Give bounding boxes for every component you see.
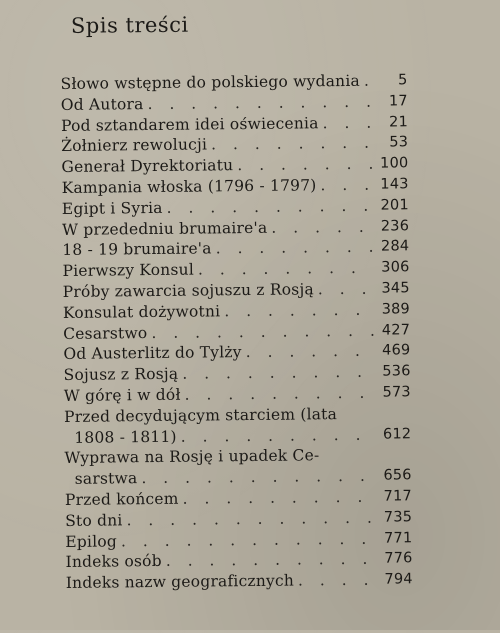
dot-leader (246, 341, 375, 363)
toc-page-number: 53 (389, 134, 409, 151)
toc-page-number: 573 (382, 384, 411, 401)
toc-page-number: 284 (380, 238, 410, 255)
dot-leader (151, 320, 374, 343)
toc-page-number: 143 (380, 176, 409, 193)
toc-page-number: 5 (398, 72, 408, 89)
dot-leader (211, 133, 372, 155)
toc-page-number: 656 (383, 467, 412, 484)
dot-leader (298, 570, 377, 592)
toc-entry-title: Egipt i Syria (61, 198, 163, 218)
toc-entry-title: Pod sztandarem idei oświecenia (60, 113, 319, 135)
toc-entry-title: Od Austerlitz do Tylży (63, 343, 242, 364)
dot-leader (216, 237, 374, 259)
dot-leader (126, 507, 376, 530)
toc-page-number: 794 (384, 571, 413, 588)
dot-leader (364, 71, 372, 92)
dot-leader (237, 154, 372, 176)
toc-page-number: 776 (384, 550, 413, 567)
toc-entry-title: W górę i w dół (63, 385, 181, 405)
toc-entry-title: Próby zawarcia sojuszu z Rosją (62, 280, 314, 301)
toc-entry-title: Przed decydującym starciem (lata (63, 404, 338, 426)
dot-leader (183, 487, 377, 510)
dot-leader (320, 175, 372, 196)
dot-leader (322, 112, 372, 133)
toc-page-number: 735 (383, 509, 413, 526)
toc-page-number: 612 (382, 425, 412, 443)
toc-entry-title: Żołnierz rewolucji (61, 135, 208, 156)
dot-leader (147, 92, 371, 115)
dot-leader (182, 362, 375, 385)
toc-page-number: 306 (381, 259, 410, 276)
toc-entry-title: W przededniu brumaire'a (62, 218, 268, 239)
toc-entry (64, 403, 411, 448)
toc-entry-title: Generał Dyrektoriatu (61, 156, 234, 177)
toc-entry-title: Sto dni (65, 511, 123, 530)
toc-page-number: 236 (380, 217, 410, 235)
toc-page-number: 717 (383, 488, 412, 505)
dot-leader (318, 279, 374, 300)
toc-entry-title: Konsulat dożywotni (62, 302, 221, 322)
dot-leader (141, 466, 376, 489)
toc-entry-title: Przed końcem (64, 489, 179, 509)
toc-entry-title: Kampania włoska (1796 - 1797) (61, 176, 317, 197)
toc-entry-title: Epilog (65, 531, 118, 551)
dot-leader (271, 216, 373, 238)
dot-leader (198, 258, 374, 281)
toc-page-number: 17 (388, 93, 408, 110)
toc-page-number: 100 (380, 155, 409, 172)
toc-entry (64, 445, 411, 490)
toc-entry-title: Indeks nazw geograficznych (65, 571, 295, 593)
toc-entry-title: Indeks osób (65, 552, 162, 572)
dot-leader (181, 424, 376, 447)
toc-entry-title: 18 - 19 brumaire'a (62, 239, 212, 260)
dot-leader (224, 299, 374, 321)
toc-page-number: 469 (382, 342, 411, 359)
toc-entry-title: Wyprawa na Rosję i upadek Ce- (64, 446, 320, 468)
toc-page-number: 536 (382, 363, 411, 380)
toc-entry-title-continued: sarstwa (74, 469, 138, 488)
toc-entry-title: Pierwszy Konsul (62, 260, 195, 281)
toc-page-number: 21 (389, 113, 409, 131)
dot-leader (185, 383, 375, 406)
toc-page-number: 389 (381, 301, 411, 318)
toc-entry-title-continued: 1808 - 1811) (74, 427, 177, 447)
dot-leader (166, 549, 377, 572)
dot-leader (167, 195, 373, 218)
toc-entry-title: Cesarstwo (63, 323, 148, 343)
toc-entry-title: Sojusz z Rosją (63, 364, 179, 385)
toc-entry (66, 569, 413, 593)
toc-entry-title: Słowo wstępne do polskiego wydania (60, 71, 361, 93)
toc-page-number: 771 (383, 529, 413, 547)
table-of-contents (60, 70, 412, 594)
page-title: Spis treści (70, 12, 189, 38)
dot-leader (121, 528, 377, 551)
toc-entry-title: Od Autora (60, 94, 144, 114)
toc-page-number: 345 (381, 280, 410, 297)
toc-page-number: 201 (380, 197, 409, 214)
toc-page-number: 427 (381, 321, 411, 339)
